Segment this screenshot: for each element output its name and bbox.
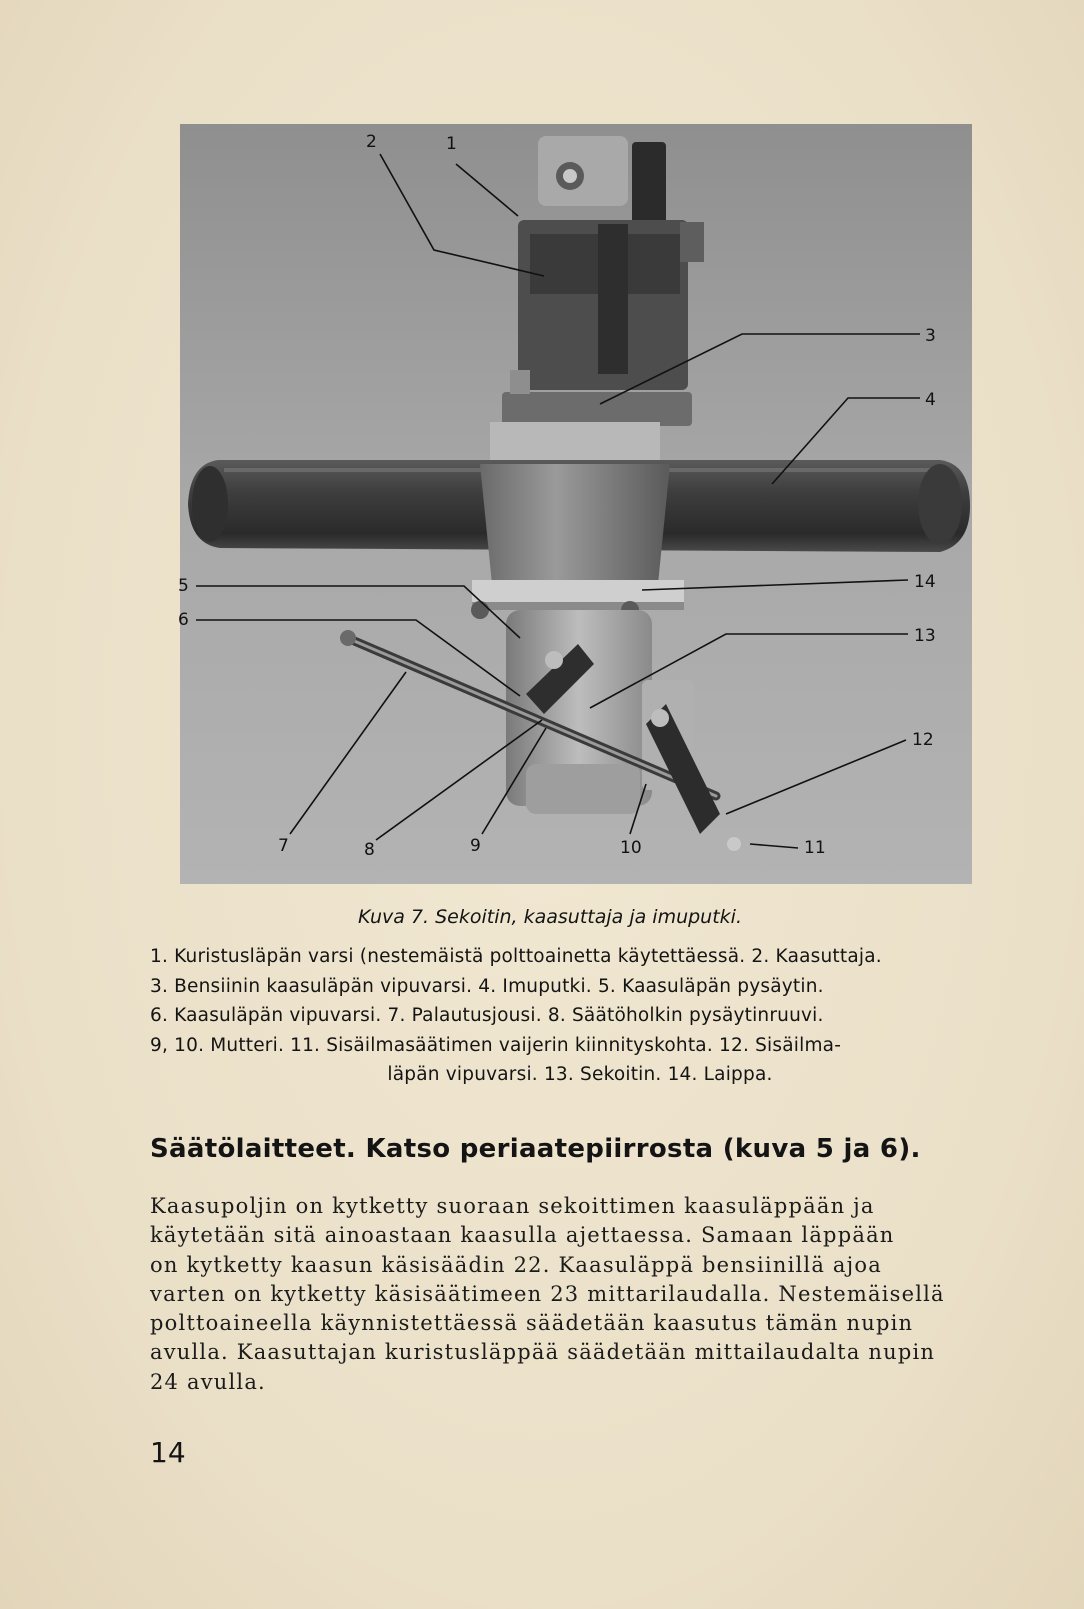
callout-11: 11 <box>804 838 826 858</box>
callout-3: 3 <box>925 326 936 346</box>
body-line: Kaasupoljin on kytketty suoraan sekoittimen kaasuläppään ja <box>150 1194 875 1218</box>
body-line: käytetään sitä ainoastaan kaasulla ajettaessa. Samaan läppään <box>150 1223 895 1248</box>
body-line: polttoaineella käynnistettäessä säädetään kaasutus tämän nupin <box>150 1311 914 1336</box>
callout-1: 1 <box>446 134 457 154</box>
body-line: on kytketty kaasun käsisäädin 22. Kaasuläppä bensiinillä ajoa <box>150 1252 882 1277</box>
callout-10: 10 <box>620 838 642 858</box>
body-line: 24 avulla. <box>150 1369 266 1394</box>
figure-legend <box>150 942 1010 1090</box>
callout-2: 2 <box>366 132 377 152</box>
carburetor-illustration <box>180 124 972 884</box>
body-line: varten on kytketty käsisäätimeen 23 mittarilaudalla. Nestemäisellä <box>150 1281 945 1306</box>
callout-8: 8 <box>364 840 375 860</box>
body-line: avulla. Kaasuttajan kuristusläppää säädetään mittailaudalta nupin <box>150 1340 936 1365</box>
carburetor-photo <box>180 124 972 884</box>
legend-line: 3. Bensiinin kaasuläpän vipuvarsi. 4. Imuputki. 5. Kaasuläpän pysäytin. <box>150 975 824 997</box>
legend-line: läpän vipuvarsi. 13. Sekoitin. 14. Laippa. <box>387 1064 773 1085</box>
callout-14: 14 <box>914 572 936 592</box>
callout-12: 12 <box>912 730 934 750</box>
callout-6: 6 <box>178 610 189 630</box>
section-heading: Säätölaitteet. Katso periaatepiirrosta (kuva 5 ja 6). <box>150 1134 921 1164</box>
legend-line: 6. Kaasuläpän vipuvarsi. 7. Palautusjousi. 8. Säätöholkin pysäytinruuvi. <box>150 1005 824 1026</box>
figure-caption: Kuva 7. Sekoitin, kaasuttaja ja imuputki. <box>358 906 742 928</box>
callout-4: 4 <box>925 390 936 410</box>
page-number: 14 <box>150 1436 186 1469</box>
callout-7: 7 <box>278 836 289 856</box>
legend-line: 9, 10. Mutteri. 11. Sisäilmasäätimen vaijerin kiinnityskohta. 12. Sisäilma- <box>150 1034 842 1056</box>
callout-13: 13 <box>914 626 936 646</box>
callout-9: 9 <box>470 836 481 856</box>
legend-line: 1. Kuristusläpän varsi (nestemäistä polttoainetta käytettäessä. 2. Kaasuttaja. <box>150 946 882 967</box>
callout-5: 5 <box>178 576 189 596</box>
body-paragraph <box>150 1192 996 1397</box>
